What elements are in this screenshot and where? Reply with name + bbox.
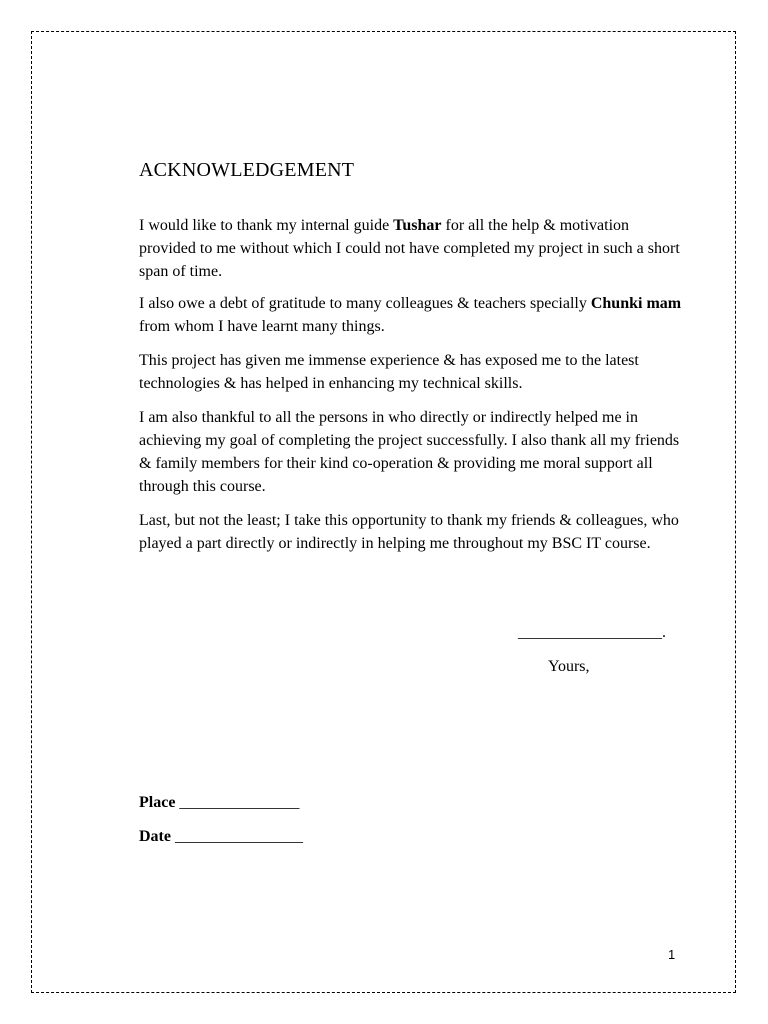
paragraph-text: for all the help & motivation provided to me without which I could not have completed my project in such a short span of time. <box>139 217 680 280</box>
paragraph-teachers-thanks <box>139 292 684 338</box>
teacher-name: Chunki mam <box>590 295 682 312</box>
paragraph-text: I also owe a debt of gratitude to many colleagues & teachers specially <box>139 295 591 312</box>
page-number: 1 <box>668 947 676 962</box>
paragraph-text: from whom I have learnt many things. <box>139 318 385 335</box>
guide-name: Tushar <box>393 217 442 234</box>
date-blank: ________________ <box>170 828 303 845</box>
place-field <box>139 794 299 812</box>
closing-text: Yours, <box>548 658 590 675</box>
place-blank: _______________ <box>175 794 300 811</box>
paragraph-persons-thanks: I am also thankful to all the persons in who directly or indirectly helped me in achieving my goal of completing the project successfully. I also thank all my friends & family members for their kind co-operation & providing me moral support all through this course. <box>139 409 680 495</box>
paragraph-guide-thanks <box>139 214 684 283</box>
signature-line: __________________. <box>518 624 666 641</box>
place-label: Place <box>139 794 176 811</box>
date-label: Date <box>139 828 171 845</box>
paragraph-experience: This project has given me immense experience & has exposed me to the latest technologies & has helped in enhancing my technical skills. <box>139 352 639 392</box>
document-title: ACKNOWLEDGEMENT <box>139 159 355 181</box>
paragraph-friends-thanks: Last, but not the least; I take this opportunity to thank my friends & colleagues, who played a part directly or indirectly in helping me throughout my BSC IT course. <box>139 512 679 552</box>
paragraph-text: I would like to thank my internal guide <box>139 217 394 234</box>
date-field <box>139 828 303 846</box>
